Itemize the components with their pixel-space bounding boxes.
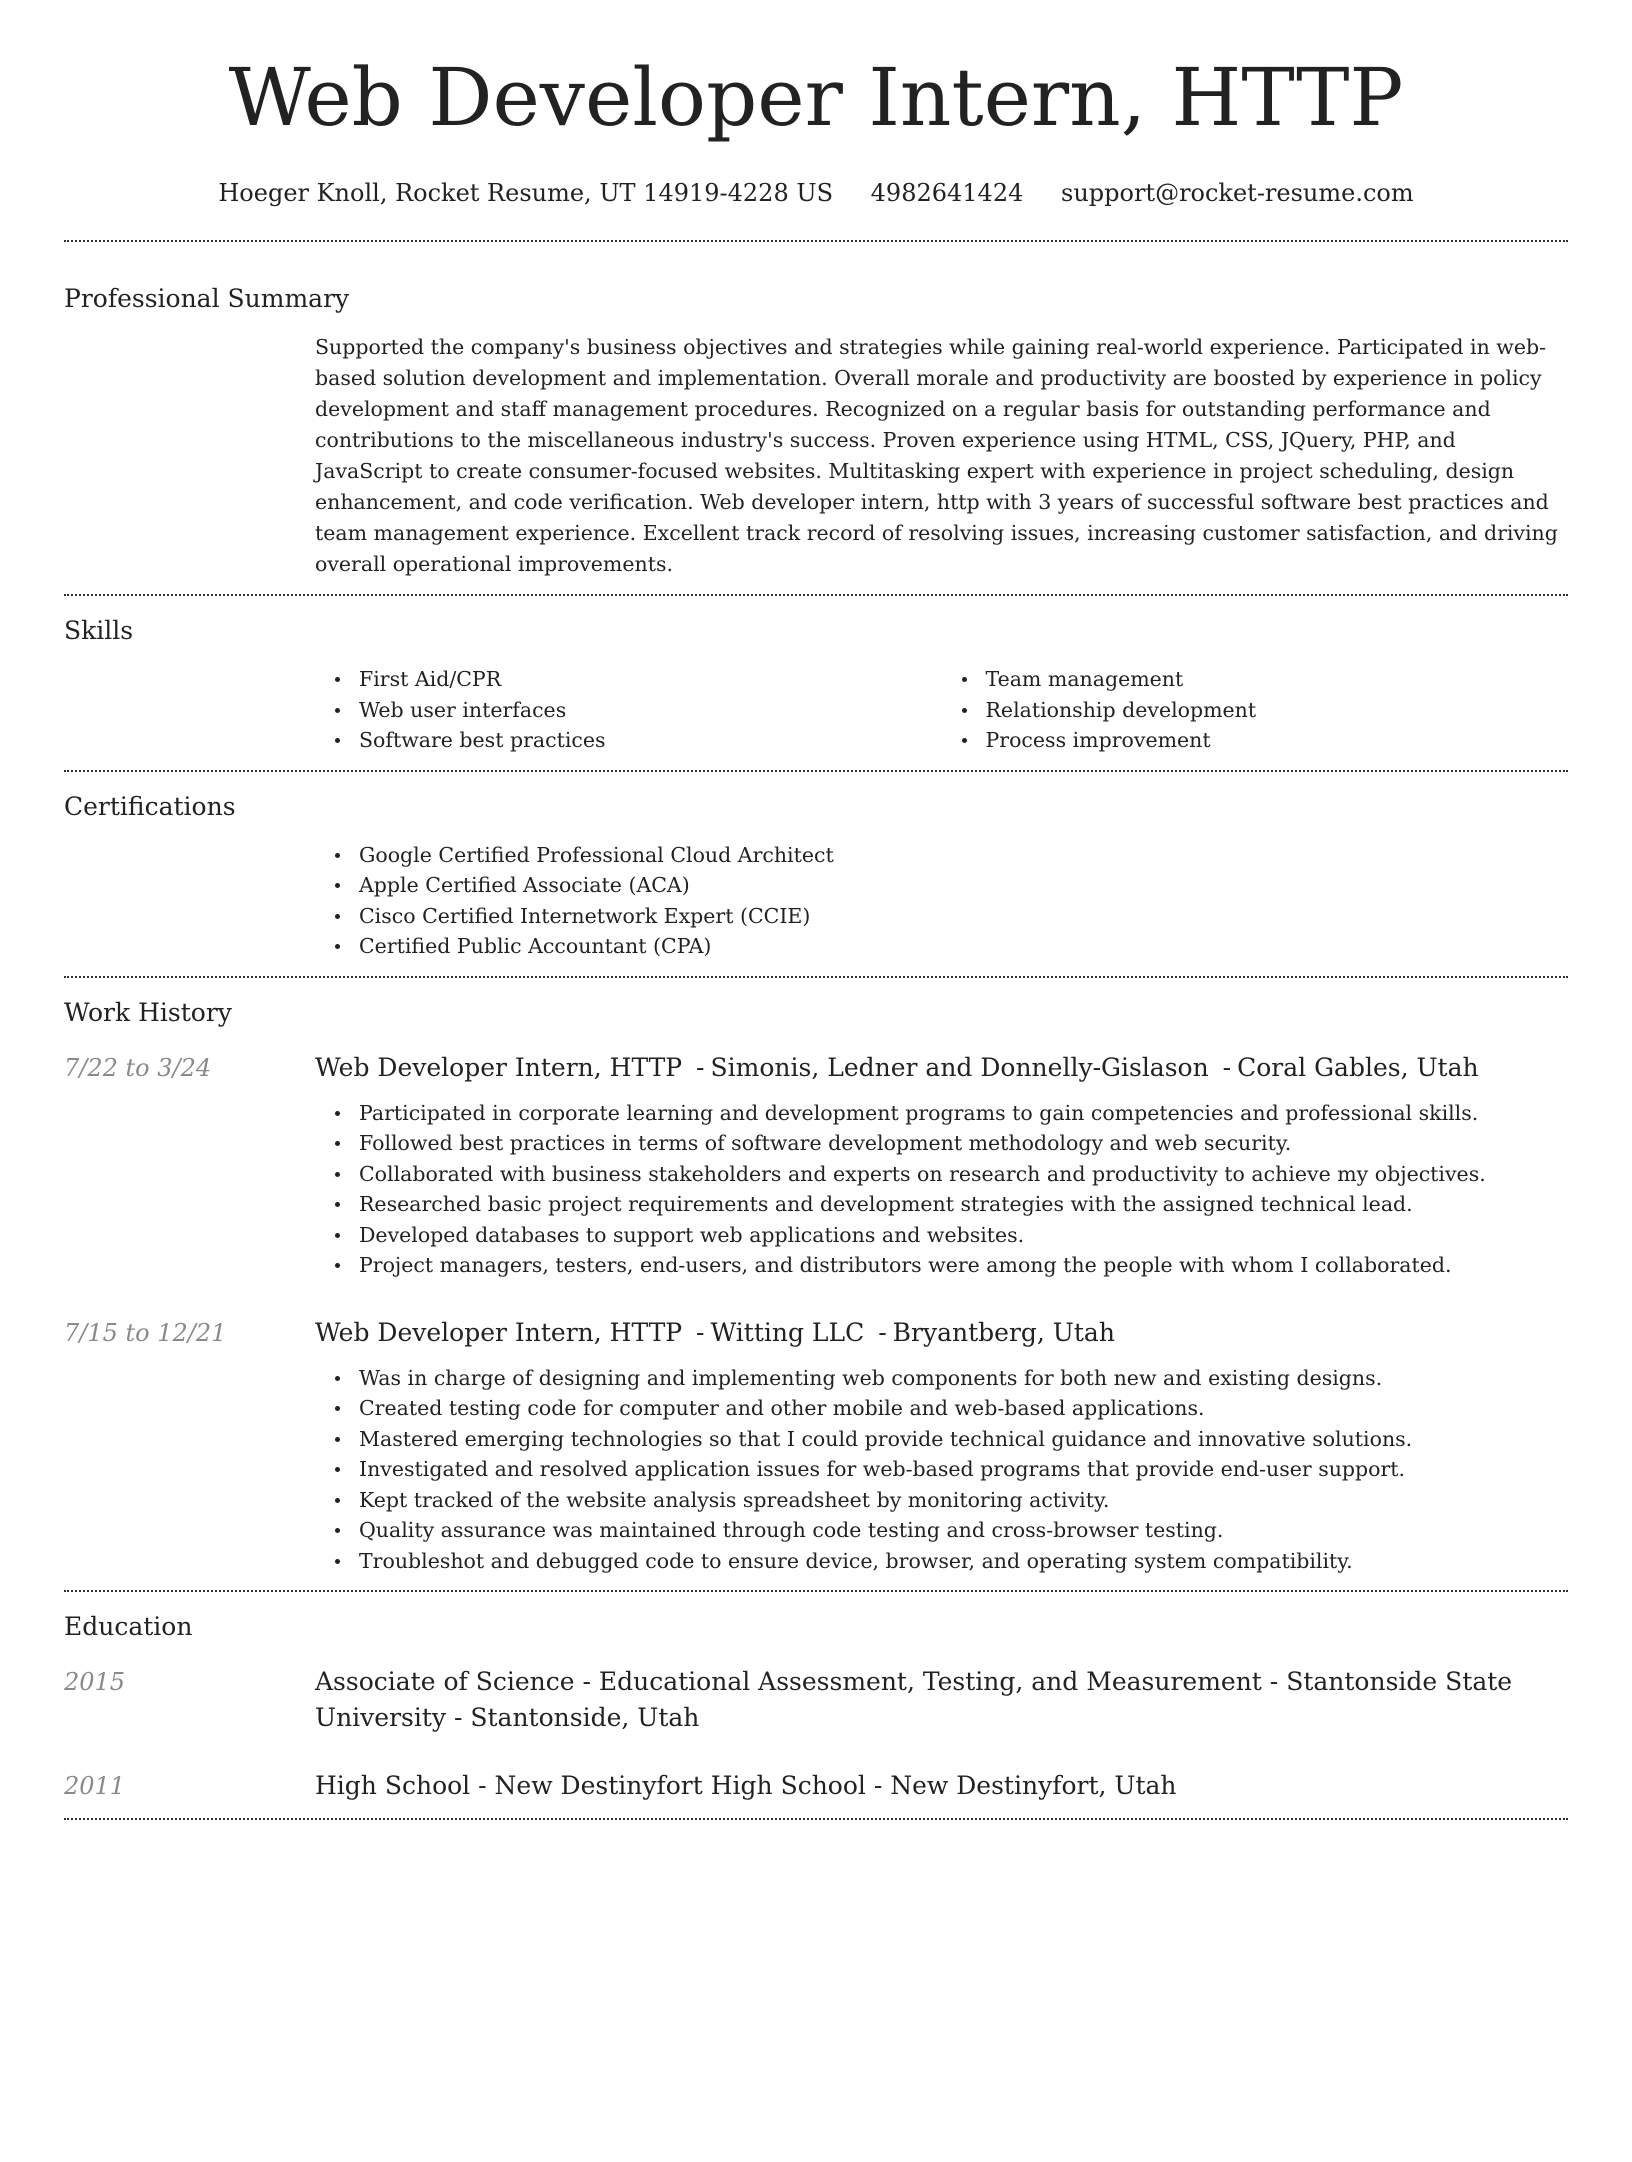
contact-line <box>64 176 1568 210</box>
education-line: Associate of Science - Educational Assessment, Testing, and Measurement - Stantonside State University - Stantonside, Utah <box>315 1667 1513 1732</box>
education-line: High School - New Destinyfort High School - New Destinyfort, Utah <box>315 1771 1177 1800</box>
contact-phone: 4982641424 <box>870 179 1024 207</box>
job-entry <box>64 1050 1568 1281</box>
education-entry <box>64 1664 1568 1736</box>
job-role: Web Developer Intern, HTTP <box>315 1317 683 1347</box>
summary-heading: Professional Summary <box>64 284 350 313</box>
job-bullet: Was in charge of designing and implementing web components for both new and existing designs. <box>359 1363 1568 1394</box>
education-degree: High School <box>315 1771 471 1800</box>
work-heading: Work History <box>64 997 232 1027</box>
education-location: New Destinyfort, Utah <box>890 1771 1177 1800</box>
skill-item: First Aid/CPR <box>359 664 942 695</box>
education-degree: Associate of Science - Educational Assessment, Testing, and Measurement <box>315 1667 1262 1696</box>
job-bullet: Created testing code for computer and other mobile and web-based applications. <box>359 1393 1568 1424</box>
summary-section <box>64 242 1568 580</box>
work-section <box>64 978 1568 1591</box>
education-location: Stantonside, Utah <box>470 1703 700 1732</box>
job-bullet: Project managers, testers, end-users, and distributors were among the people with whom I collaborated. <box>359 1250 1568 1281</box>
job-bullet: Troubleshot and debugged code to ensure device, browser, and operating system compatibility. <box>359 1546 1568 1577</box>
certification-item: Apple Certified Associate (ACA) <box>359 870 1568 901</box>
contact-email: support@rocket-resume.com <box>1061 179 1414 207</box>
education-divider <box>64 1818 1568 1820</box>
job-dates: 7/22 to 3/24 <box>64 1053 212 1082</box>
education-entry <box>64 1768 1568 1804</box>
skills-heading: Skills <box>64 616 134 645</box>
job-bullet: Investigated and resolved application issues for web-based programs that provide end-user support. <box>359 1454 1568 1485</box>
job-bullet: Followed best practices in terms of software development methodology and web security. <box>359 1128 1568 1159</box>
certification-item: Certified Public Accountant (CPA) <box>359 931 1568 962</box>
summary-text: Supported the company's business objectives and strategies while gaining real-world experience. Participated in web-based solution development and implementation. Overall morale and productivity are boosted by experience in policy development and staff management procedures. Recognized on a regular basis for outstanding performance and contributions to the miscellaneous industry's success. Proven experience using HTML, CSS, JQuery, PHP, and JavaScript to create consumer-focused websites. Multitasking expert with experience in project scheduling, design enhancement, and code verification. Web developer intern, http with 3 years of successful software best practices and team management experience. Excellent track record of resolving issues, increasing customer satisfaction, and driving overall operational improvements. <box>315 335 1558 576</box>
education-section <box>64 1592 1568 1804</box>
education-year: 2011 <box>64 1772 126 1800</box>
job-bullets <box>315 1098 1568 1281</box>
education-year: 2015 <box>64 1668 126 1696</box>
job-bullet: Quality assurance was maintained through code testing and cross-browser testing. <box>359 1515 1568 1546</box>
job-title-line: Web Developer Intern, HTTP - Simonis, Ledner and Donnelly-Gislason - Coral Gables, Utah <box>315 1052 1479 1082</box>
skill-item: Web user interfaces <box>359 695 942 726</box>
education-school: Stantonside State University <box>315 1667 1513 1732</box>
job-entry <box>64 1315 1568 1591</box>
job-role: Web Developer Intern, HTTP <box>315 1052 683 1082</box>
skills-column-1 <box>315 664 942 756</box>
job-title-line: Web Developer Intern, HTTP - Witting LLC - Bryantberg, Utah <box>315 1317 1115 1347</box>
certification-item: Google Certified Professional Cloud Architect <box>359 840 1568 871</box>
job-bullet: Collaborated with business stakeholders and experts on research and productivity to achieve my objectives. <box>359 1159 1568 1190</box>
education-heading: Education <box>64 1612 193 1641</box>
job-bullet: Developed databases to support web applications and websites. <box>359 1220 1568 1251</box>
skills-column-2 <box>942 664 1569 756</box>
job-dates: 7/15 to 12/21 <box>64 1318 227 1347</box>
job-company: Simonis, Ledner and Donnelly-Gislason <box>710 1052 1209 1082</box>
certification-item: Cisco Certified Internetwork Expert (CCIE) <box>359 901 1568 932</box>
job-company: Witting LLC <box>710 1317 865 1347</box>
certifications-list <box>315 840 1568 962</box>
skill-item: Team management <box>986 664 1569 695</box>
skill-item: Software best practices <box>359 725 942 756</box>
resume-page <box>0 50 1632 2162</box>
job-bullets <box>315 1363 1568 1577</box>
job-bullet: Participated in corporate learning and development programs to gain competencies and professional skills. <box>359 1098 1568 1129</box>
skill-item: Process improvement <box>986 725 1569 756</box>
certifications-heading: Certifications <box>64 791 236 821</box>
job-bullet: Kept tracked of the website analysis spreadsheet by monitoring activity. <box>359 1485 1568 1516</box>
job-location: Bryantberg, Utah <box>892 1317 1115 1347</box>
job-location: Coral Gables, Utah <box>1237 1052 1479 1082</box>
candidate-name: Web Developer Intern, HTTP <box>228 51 1404 144</box>
skill-item: Relationship development <box>986 695 1569 726</box>
job-bullet: Researched basic project requirements and development strategies with the assigned technical lead. <box>359 1189 1568 1220</box>
skills-section <box>64 596 1568 756</box>
contact-address: Hoeger Knoll, Rocket Resume, UT 14919-4228 US <box>218 179 834 207</box>
job-bullet: Mastered emerging technologies so that I could provide technical guidance and innovative solutions. <box>359 1424 1568 1455</box>
certifications-section <box>64 772 1568 962</box>
education-school: New Destinyfort High School <box>494 1771 866 1800</box>
